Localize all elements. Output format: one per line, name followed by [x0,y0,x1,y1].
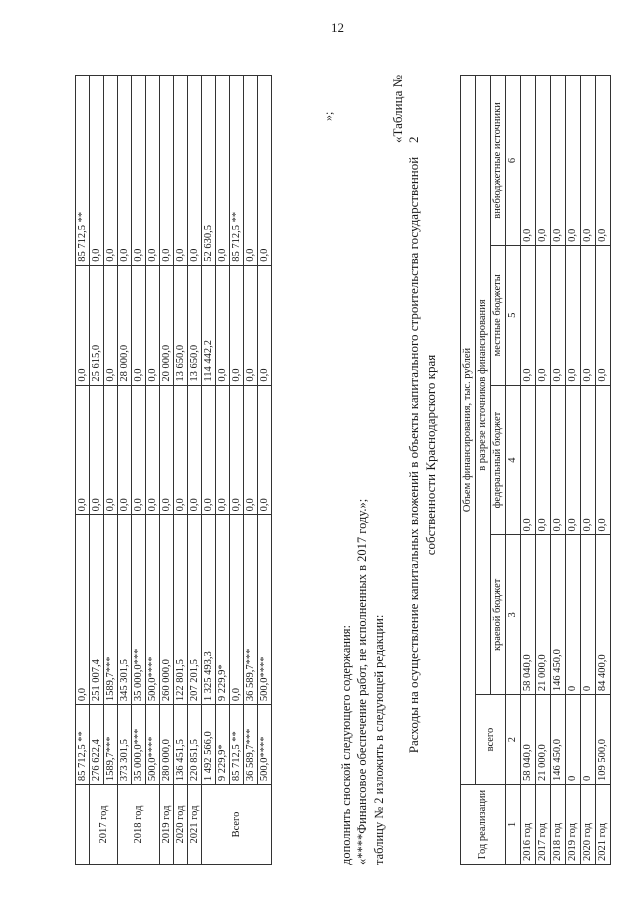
value-cell: 220 851,5 [188,705,202,785]
value-cell: 0,0 [521,245,536,385]
value-cell: 0,0 [244,265,258,385]
value-cell: 0,0 [258,265,272,385]
table-row [596,76,611,865]
value-cell: 0,0 [596,385,611,535]
table-row [566,76,581,865]
table-row [258,76,272,865]
value-cell: 1 325 493,3 [202,515,216,705]
value-cell: 0,0 [104,385,118,515]
value-cell: 0,0 [202,385,216,515]
value-cell: 0,0 [146,76,160,266]
closing-quote-mark: »; [321,111,335,121]
table-row [146,76,160,865]
value-cell: 58 040,0 [521,695,536,785]
value-cell: 36 589,7*** [244,705,258,785]
value-cell: 0,0 [76,265,90,385]
value-cell: 0,0 [160,385,174,515]
value-cell: 0,0 [132,385,146,515]
value-cell: 0,0 [90,385,104,515]
value-cell: 0,0 [132,76,146,266]
value-cell: 0,0 [118,385,132,515]
year-cell: 2017 год [536,785,551,865]
value-cell: 35 000,0*** [132,515,146,705]
value-cell: 0,0 [76,515,90,705]
value-cell: 1589,7*** [104,515,118,705]
column-number: 5 [506,245,521,385]
value-cell: 0,0 [146,385,160,515]
header-financing: Объем финансирования, тыс. рублей [461,76,476,785]
value-cell: 0,0 [536,385,551,535]
paragraph-footnote-text: «****Финансовое обеспечение работ, не исполненных в 2017 году.»; [355,498,369,865]
value-cell: 0,0 [132,265,146,385]
value-cell: 52 630,5 [202,76,216,266]
value-cell: 9 229,9* [216,705,230,785]
value-cell: 85 712,5 ** [230,705,244,785]
column-number: 3 [506,535,521,695]
value-cell: 109 500,0 [596,695,611,785]
value-cell: 9 229,9* [216,515,230,705]
heading-line-2: собственности Краснодарского края [423,354,438,556]
value-cell: 0,0 [536,76,551,246]
value-cell: 85 712,5 ** [230,76,244,266]
table-row [160,76,174,865]
value-cell: 500,0**** [146,515,160,705]
value-cell: 146 450,0 [551,535,566,695]
table-row [216,76,230,865]
year-cell: 2016 год [521,785,536,865]
value-cell: 0,0 [258,76,272,266]
value-cell: 122 801,5 [174,515,188,705]
value-cell: 280 000,0 [160,705,174,785]
value-cell: 0,0 [174,385,188,515]
year-cell: 2018 год [551,785,566,865]
year-cell: 2019 год [160,785,174,865]
value-cell: 28 000,0 [118,265,132,385]
header-federal: федеральный бюджет [491,385,506,535]
value-cell: 0,0 [244,76,258,266]
header-total: всего [476,695,506,785]
value-cell: 136 451,5 [174,705,188,785]
value-cell: 260 000,0 [160,515,174,705]
table-row [521,76,536,865]
value-cell: 0,0 [521,385,536,535]
value-cell: 0 [581,695,596,785]
value-cell: 0,0 [90,76,104,266]
value-cell: 0,0 [551,245,566,385]
value-cell: 0,0 [596,76,611,246]
value-cell: 0,0 [174,76,188,266]
value-cell: 500,0**** [258,705,272,785]
value-cell: 0,0 [230,385,244,515]
value-cell: 20 000,0 [160,265,174,385]
bottom-table [460,75,611,865]
value-cell: 251 007,4 [90,515,104,705]
value-cell: 0,0 [566,245,581,385]
year-cell [76,785,90,865]
heading-line-1: Расходы на осуществление капитальных вложений в объекты капитального строительства государственной [406,156,421,754]
value-cell: 276 622,4 [90,705,104,785]
value-cell: 58 040,0 [521,535,536,695]
value-cell: 0,0 [160,76,174,266]
value-cell: 0,0 [104,76,118,266]
table-row [536,76,551,865]
value-cell: 500,0**** [258,515,272,705]
value-cell: 36 589,7*** [244,515,258,705]
paragraph-table-instruction: таблицу № 2 изложить в следующей редакции: [372,614,386,865]
table-row [581,76,596,865]
value-cell: 0,0 [566,76,581,246]
value-cell: 0 [566,695,581,785]
value-cell: 0,0 [118,76,132,266]
value-cell: 0,0 [244,385,258,515]
value-cell: 0,0 [258,385,272,515]
header-regional: краевой бюджет [491,535,506,695]
year-cell: 2019 год [566,785,581,865]
value-cell: 85 712,5 ** [76,76,90,266]
header-local: местные бюджеты [491,245,506,385]
table-row [90,76,104,865]
value-cell: 0,0 [230,265,244,385]
value-cell: 35 000,0*** [132,705,146,785]
table-row [104,76,118,865]
page-number: 12 [331,20,344,35]
table-row [132,76,146,865]
header-extra: внебюджетные источники [491,76,506,246]
value-cell: 500,0**** [146,705,160,785]
table-label: «Таблица № 2 [390,74,421,143]
value-cell: 0,0 [551,385,566,535]
value-cell: 0,0 [521,76,536,246]
table-row [244,76,258,865]
value-cell: 0,0 [216,385,230,515]
year-cell: 2021 год [188,785,202,865]
year-cell: 2018 год [118,785,160,865]
value-cell: 25 615,0 [90,265,104,385]
rotated-content [75,74,608,865]
top-table [75,75,272,865]
year-cell: 2017 год [90,785,118,865]
value-cell: 21 000,0 [536,535,551,695]
value-cell: 207 201,5 [188,515,202,705]
value-cell: 0 [581,535,596,695]
value-cell: 21 000,0 [536,695,551,785]
table-row [118,76,132,865]
column-number: 6 [506,76,521,246]
value-cell: 0,0 [581,76,596,246]
value-cell: 0,0 [188,76,202,266]
value-cell: 0,0 [104,265,118,385]
table-heading [405,70,439,840]
value-cell: 345 301,5 [118,515,132,705]
value-cell: 0,0 [551,76,566,246]
value-cell: 146 450,0 [551,695,566,785]
value-cell: 13 650,0 [174,265,188,385]
value-cell: 0,0 [216,76,230,266]
year-cell: Всего [202,785,272,865]
value-cell: 1589,7*** [104,705,118,785]
value-cell: 0,0 [581,385,596,535]
table-row [76,76,90,865]
value-cell: 0,0 [566,385,581,535]
column-number: 1 [506,785,521,865]
value-cell: 0,0 [76,385,90,515]
value-cell: 114 442,2 [202,265,216,385]
table-row [202,76,216,865]
table-row [551,76,566,865]
table-row [174,76,188,865]
value-cell: 0,0 [581,245,596,385]
value-cell: 0,0 [146,265,160,385]
value-cell: 0,0 [596,245,611,385]
table-row [230,76,244,865]
column-number: 4 [506,385,521,535]
year-cell: 2021 год [596,785,611,865]
value-cell: 84 400,0 [596,535,611,695]
column-number: 2 [506,695,521,785]
value-cell: 0,0 [216,265,230,385]
year-cell: 2020 год [174,785,188,865]
value-cell: 1 492 566,0 [202,705,216,785]
value-cell: 85 712,5 ** [76,705,90,785]
paragraph-footnote-intro: дополнить сноской следующего содержания: [339,624,353,865]
value-cell: 0,0 [188,385,202,515]
header-year: Год реализации [461,785,506,865]
value-cell: 373 301,5 [118,705,132,785]
value-cell: 0 [566,535,581,695]
header-sources: в разрезе источников финансирования [476,76,491,695]
table-row [188,76,202,865]
value-cell: 13 650,0 [188,265,202,385]
year-cell: 2020 год [581,785,596,865]
value-cell: 0,0 [230,515,244,705]
value-cell: 0,0 [536,245,551,385]
